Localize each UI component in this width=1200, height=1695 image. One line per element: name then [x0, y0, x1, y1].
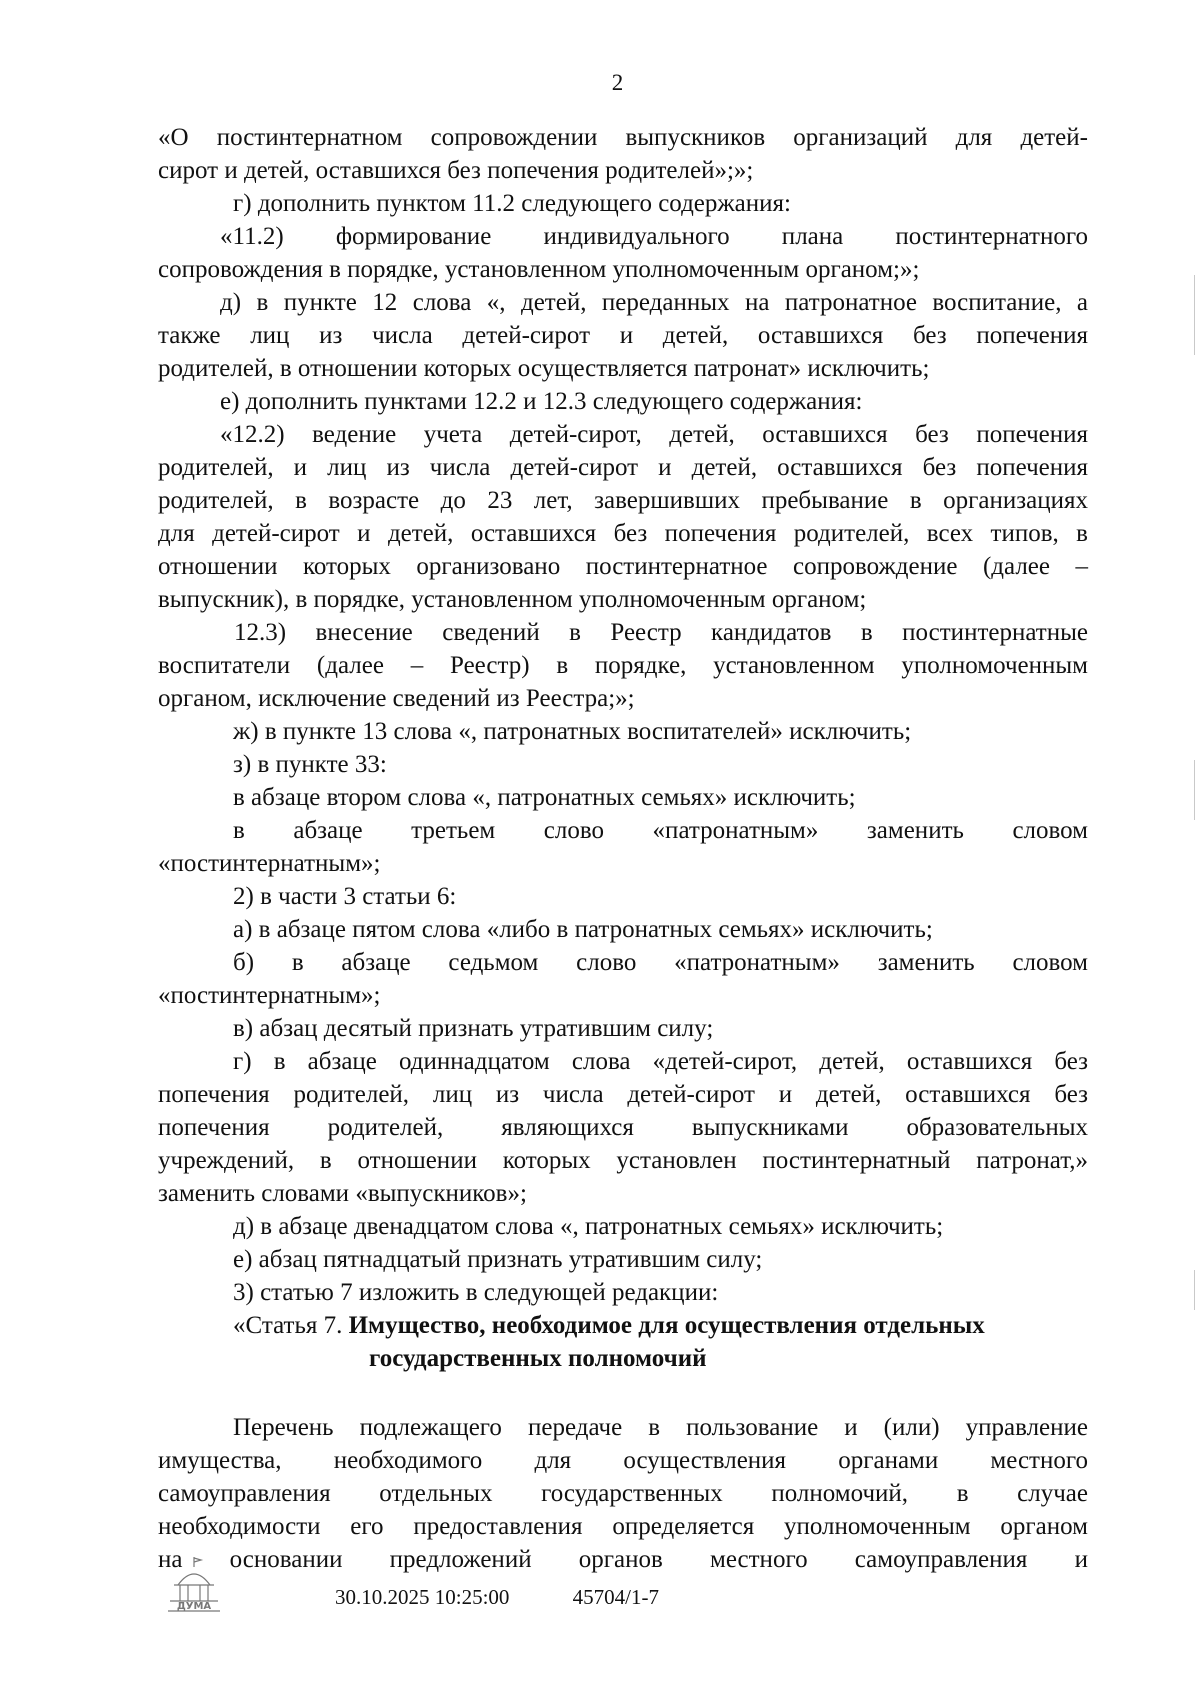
text-line: «11.2) формирование индивидуального плана постинтернатного [220, 223, 1088, 250]
text-line: родителей, в возрасте до 23 лет, завершивших пребывание в организациях [158, 487, 1088, 514]
text-line: е) дополнить пунктами 12.2 и 12.3 следующего содержания: [220, 388, 863, 415]
closing-line: Перечень подлежащего передаче в пользование и (или) управление [233, 1414, 1088, 1441]
text-line: в) абзац десятый признать утратившим силу; [233, 1015, 714, 1042]
scan-edge-mark [1194, 275, 1195, 355]
text-line: б) в абзаце седьмом слово «патронатным» заменить словом [233, 949, 1088, 976]
scan-edge-mark [1194, 760, 1195, 820]
text-line: г) дополнить пунктом 11.2 следующего содержания: [233, 190, 791, 217]
text-line: также лиц из числа детей-сирот и детей, оставшихся без попечения [158, 322, 1088, 349]
text-line: в абзаце третьем слово «патронатным» заменить словом [233, 817, 1088, 844]
text-line: сирот и детей, оставшихся без попечения родителей»;»; [158, 157, 754, 184]
text-line: для детей-сирот и детей, оставшихся без попечения родителей, всех типов, в [158, 520, 1088, 547]
text-line: з) в пункте 33: [233, 751, 387, 778]
text-line: в абзаце втором слова «, патронатных семьях» исключить; [233, 784, 856, 811]
text-line: органом, исключение сведений из Реестра;»; [158, 685, 635, 712]
article-heading [158, 1309, 1088, 1342]
text-line: попечения родителей, лиц из числа детей-сирот и детей, оставшихся без [158, 1081, 1088, 1108]
text-line: ж) в пункте 13 слова «, патронатных воспитателей» исключить; [233, 718, 912, 745]
footer-registration-number: 45704/1-7 [572, 1585, 659, 1609]
text-line: сопровождения в порядке, установленном уполномоченным органом;»; [158, 256, 920, 283]
page-number: 2 [611, 70, 624, 95]
scan-edge-mark [1194, 1270, 1195, 1310]
text-line: «О постинтернатном сопровождении выпускников организаций для детей- [158, 124, 1088, 151]
text-line: родителей, и лиц из числа детей-сирот и детей, оставшихся без попечения [158, 454, 1088, 481]
text-line: «постинтернатным»; [158, 850, 381, 877]
document-footer [335, 1585, 659, 1610]
text-line: воспитатели (далее – Реестр) в порядке, установленном уполномоченным [158, 652, 1088, 679]
text-line: г) в абзаце одиннадцатом слова «детей-сирот, детей, оставшихся без [233, 1048, 1088, 1075]
text-line: попечения родителей, являющихся выпускниками образовательных [158, 1114, 1088, 1141]
text-line: 2) в части 3 статьи 6: [233, 883, 457, 910]
text-line: а) в абзаце пятом слова «либо в патронатных семьях» исключить; [233, 916, 933, 943]
article-title-continued: государственных полномочий [369, 1345, 707, 1372]
closing-line: на основании предложений органов местного самоуправления и [158, 1546, 1088, 1573]
text-line: «12.2) ведение учета детей-сирот, детей, оставшихся без попечения [220, 421, 1088, 448]
text-line: выпускник), в порядке, установленном уполномоченным органом; [158, 586, 867, 613]
document-body [158, 121, 1088, 1576]
text-line: д) в абзаце двенадцатом слова «, патронатных семьях» исключить; [233, 1213, 944, 1240]
duma-logo-icon [164, 1555, 224, 1617]
text-line: отношении которых организовано постинтернатное сопровождение (далее – [158, 553, 1088, 580]
text-line: заменить словами «выпускников»; [158, 1180, 527, 1207]
footer-datetime: 30.10.2025 10:25:00 [335, 1585, 510, 1609]
svg-text:ДУМА: ДУМА [176, 1601, 212, 1612]
text-line: 3) статью 7 изложить в следующей редакции: [233, 1279, 719, 1306]
article-prefix: «Статья 7. [233, 1312, 343, 1339]
text-line: е) абзац пятнадцатый признать утратившим силу; [233, 1246, 763, 1273]
closing-line: имущества, необходимого для осуществления органами местного [158, 1447, 1088, 1474]
text-line: д) в пункте 12 слова «, детей, переданных на патронатное воспитание, а [220, 289, 1088, 316]
text-line: 12.3) внесение сведений в Реестр кандидатов в постинтернатные [234, 619, 1088, 646]
text-line: «постинтернатным»; [158, 982, 381, 1009]
closing-line: самоуправления отдельных государственных полномочий, в случае [158, 1480, 1088, 1507]
text-line: родителей, в отношении которых осуществляется патронат» исключить; [158, 355, 930, 382]
article-title: Имущество, необходимое для осуществления отдельных [348, 1312, 985, 1339]
closing-line: необходимости его предоставления определяется уполномоченным органом [158, 1513, 1088, 1540]
text-line: учреждений, в отношении которых установлен постинтернатный патронат,» [158, 1147, 1088, 1174]
